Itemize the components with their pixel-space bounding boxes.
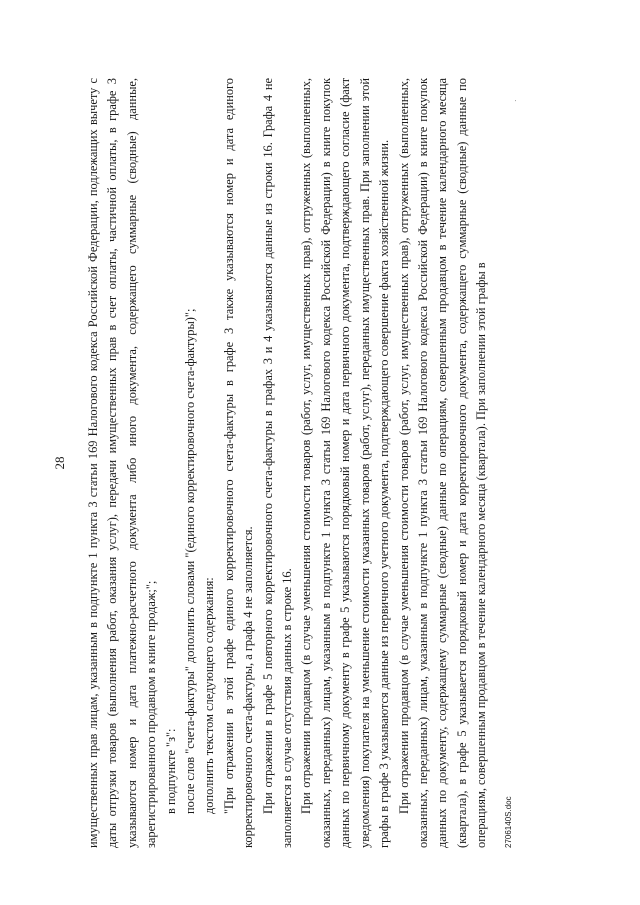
- paragraph: дополнить текстом следующего содержания:: [202, 577, 217, 814]
- paragraph: При отражении продавцом (в случае уменьшения стоимости товаров (работ, услуг, имущественных прав), отгруженных (выполненных, оказанных, переданных) лицам, указанным в подпункте 1 пункта 3 статьи 169 Налогового кодекса Российской Федерации) в книге покупок данных по первичному документу в графе 5 указываются порядковый номер и дата первичного документа, подтверждающего согласие (факт уведомления) покупателя на уменьшение стоимости указанных товаров (работ, услуг), переданных имущественных прав. При заполнении этой графы в графе 3 указываются данные из первичного учетного документа, подтверждающего совершение факта хозяйственной жизни.: [299, 78, 392, 848]
- paragraph: При отражении в графе 5 повторного корректировочного счета-фактуры в графах 3 и 4 указываются данные из строки 16. Графа 4 не заполняется в случае отсутствия данных в строке 16.: [260, 78, 295, 848]
- rotated-document-page: [52, 78, 522, 848]
- footer-file-code: 2706140S.doc: [504, 796, 513, 848]
- paragraph: имущественных прав лицам, указанным в подпункте 1 пункта 3 статьи 169 Налогового кодекса Российской Федерации, подлежащих вычету с даты отгрузки товаров (выполнения работ, оказания услуг), передачи имущественных прав в счет оплаты, частичной оплаты, в графе 3 указываются номер и дата платежно-расчетного документа либо иного документа, содержащего суммарные (сводные) данные, зарегистрированного продавцом в книге продаж;";: [86, 78, 159, 848]
- paragraph: "При отражении в этой графе единого корректировочного счета-фактуры в графе 3 также указываются номер и дата единого корректировочного счета-фактуры, а графа 4 не заполняется.: [221, 78, 256, 848]
- paragraph: в подпункте "з":: [163, 728, 178, 814]
- margin-mark: .: [512, 100, 518, 102]
- page-number: 28: [52, 456, 67, 470]
- document-body: [84, 78, 492, 848]
- paragraph: При отражении продавцом (в случае уменьшения стоимости товаров (работ, услуг, имущественных прав), отгруженных (выполненных, оказанных, переданных) лицам, указанным в подпункте 1 пункта 3 статьи 169 Налогового кодекса Российской Федерации) в книге покупок данных по документу, содержащему суммарные (сводные) данные по операциям, совершенным продавцом в течение календарного месяца (квартала), в графе 5 указывается порядковый номер и дата корректировочного документа, содержащего суммарные (сводные) данные по операциям, совершенным продавцом в течение календарного месяца (квартала). При заполнении этой графы в: [396, 78, 489, 848]
- paragraph: после слов "счета-фактуры" дополнить словами "(единого корректировочного счета-фактуры)";: [183, 308, 198, 814]
